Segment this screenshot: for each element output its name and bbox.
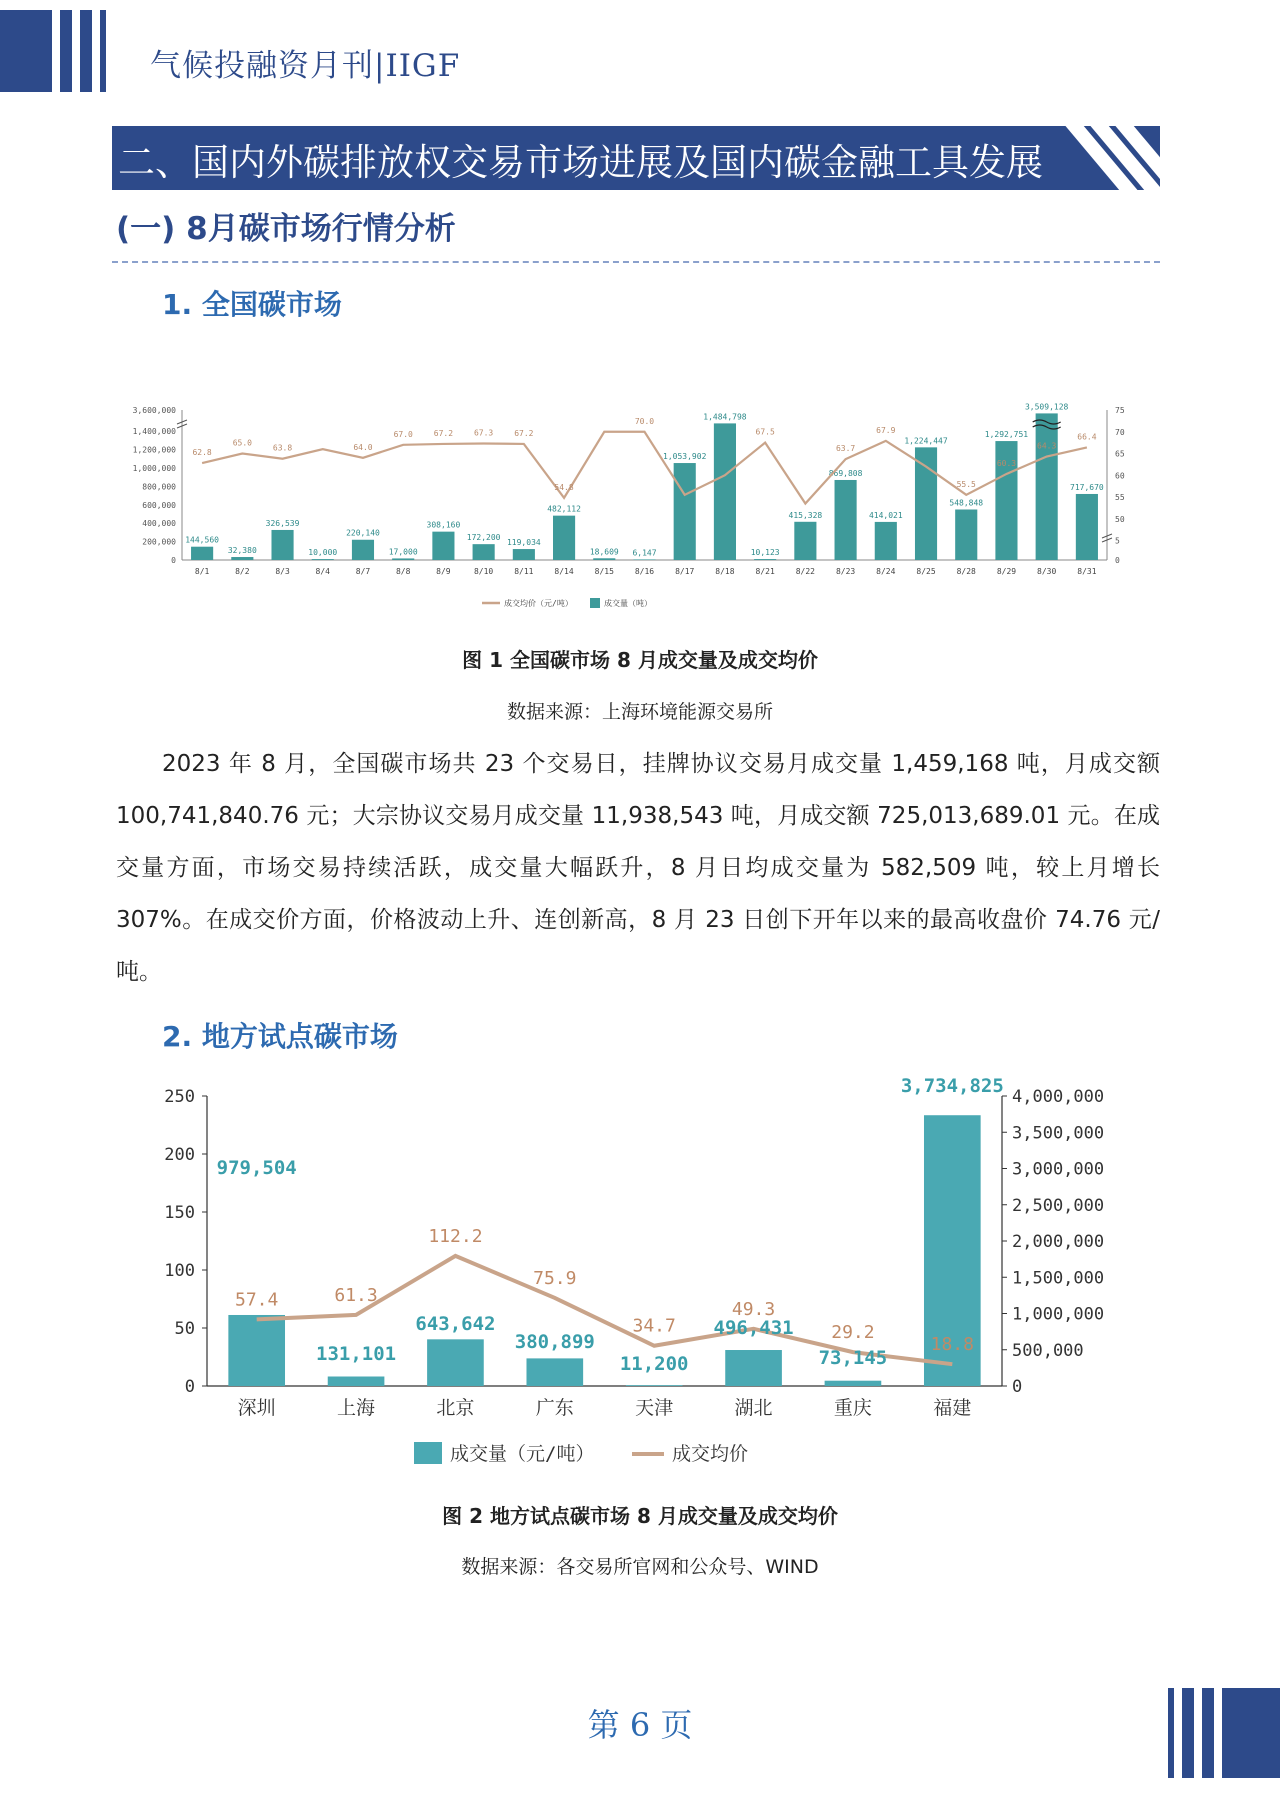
y-right-tick-label: 50 [1115,514,1125,524]
bar [432,532,454,560]
bar-value-label: 869,808 [828,468,863,478]
x-tick-label: 8/4 [315,567,330,576]
x-tick-label: 8/1 [194,567,210,576]
bar-value-label: 32,380 [227,546,257,556]
x-tick-label: 重庆 [833,1397,872,1419]
line-value-label: 67.9 [876,425,896,435]
line-value-label: 67.2 [433,428,454,438]
y-left-tick-label: 1,400,000 [132,427,176,437]
bar [794,522,816,560]
bar [593,558,615,560]
y-left-tick-label: 150 [164,1203,195,1223]
x-tick-label: 8/7 [355,567,371,576]
bar-value-label: 1,053,902 [663,452,707,462]
bar-value-label: 172,200 [466,533,501,543]
bar [231,557,253,560]
y-left-tick-label: 200 [164,1145,195,1165]
bar [228,1315,285,1386]
bar [392,558,414,560]
section-title: 二、国内外碳排放权交易市场进展及国内碳金融工具发展 [118,141,1043,184]
line-value-label: 112.2 [428,1225,483,1247]
bar-value-label: 73,145 [818,1347,888,1369]
dashed-divider [112,261,1160,263]
bar [1036,413,1058,560]
y-right-tick-label: 65 [1115,449,1125,459]
bar-value-label: 220,140 [346,528,380,538]
x-tick-label: 8/2 [235,567,250,576]
y-right-tick-label: 5 [1115,536,1120,546]
bar [1076,494,1098,560]
bar [427,1339,484,1386]
bar [526,1358,583,1386]
y-right-tick-label: 2,500,000 [1012,1195,1105,1216]
y-right-tick-label: 0 [1012,1377,1023,1397]
x-tick-label: 8/10 [473,567,494,576]
y-left-tick-label: 100 [164,1261,195,1281]
y-left-tick-label: 50 [174,1319,195,1339]
bar-value-label: 18,609 [589,547,619,557]
y-left-tick-label: 600,000 [142,500,176,510]
x-tick-label: 8/24 [876,567,896,576]
y-left-tick-label: 200,000 [142,537,176,547]
bar-value-label: 979,504 [216,1157,297,1179]
bar-value-label: 119,034 [506,538,541,548]
subsection-title: (一) 8月碳市场行情分析 [116,211,456,247]
y-left-tick-label: 3,600,000 [132,406,176,415]
x-tick-label: 8/22 [795,567,816,576]
line-value-label: 55.5 [956,479,976,489]
bar [754,559,776,560]
bar-value-label: 1,292,751 [984,430,1029,440]
bar-value-label: 1,224,447 [904,436,948,446]
bar [915,447,937,560]
x-tick-label: 福建 [933,1397,972,1419]
x-tick-label: 广东 [535,1397,574,1419]
line-value-label: 49.3 [731,1298,776,1320]
bar [553,516,575,560]
y-right-tick-label: 500,000 [1012,1340,1084,1361]
x-tick-label: 8/18 [715,567,735,576]
figure-1-source: 数据来源：上海环境能源交易所 [506,701,773,723]
page-number: 第 6 页 [587,1706,693,1744]
y-left-tick-label: 1,000,000 [132,464,176,473]
y-right-tick-label: 55 [1115,493,1125,502]
x-tick-label: 8/3 [275,567,290,576]
x-tick-label: 8/17 [675,567,695,576]
y-right-tick-label: 2,000,000 [1012,1232,1105,1252]
section-banner [112,126,1160,190]
y-left-tick-label: 0 [171,556,176,565]
y-right-tick-label: 60 [1115,471,1125,481]
line-value-label: 34.7 [632,1315,676,1337]
line-value-label: 75.9 [533,1267,577,1289]
body-paragraph [116,738,1160,998]
x-tick-label: 深圳 [237,1397,276,1419]
bar-value-label: 3,734,825 [900,1075,1004,1097]
line-value-label: 63.8 [272,443,293,453]
bar-value-label: 496,431 [713,1317,794,1339]
x-tick-label: 8/9 [436,567,451,576]
bar-value-label: 6,147 [632,548,657,558]
line-value-label: 18.8 [930,1334,974,1356]
bar [875,522,897,560]
y-left-tick-label: 0 [184,1377,195,1397]
x-tick-label: 8/28 [956,567,976,576]
y-right-tick-label: 75 [1115,406,1125,415]
legend-label-price: 成交均价 [672,1443,749,1465]
bar-value-label: 717,670 [1070,482,1104,492]
bar-value-label: 3,509,128 [1024,402,1069,412]
bar [955,510,977,560]
bar [674,463,696,560]
bar-value-label: 131,101 [316,1343,397,1365]
y-right-tick-label: 0 [1115,556,1120,565]
bar-value-label: 10,000 [308,548,338,558]
bar [271,530,293,560]
line-value-label: 54.8 [554,482,574,492]
bar [328,1376,385,1386]
bar-value-label: 17,000 [388,547,418,557]
bar-value-label: 308,160 [426,520,461,530]
x-tick-label: 8/30 [1037,567,1057,576]
bar-value-label: 11,200 [619,1353,689,1375]
chart-national-market [112,390,1162,620]
bar [633,559,655,560]
y-left-tick-label: 400,000 [142,519,176,529]
line-value-label: 67.5 [755,427,775,437]
bar-value-label: 10,123 [750,548,780,558]
line-value-label: 64.0 [353,442,373,452]
line-value-label: 61.3 [334,1284,378,1306]
bar-value-label: 643,642 [415,1313,496,1335]
bar [312,559,334,560]
y-left-tick-label: 250 [164,1087,195,1107]
bar-value-label: 414,021 [868,510,903,520]
bar [825,1381,882,1386]
footer-logo-bars [1168,1688,1280,1778]
x-tick-label: 8/8 [395,567,411,576]
bar [352,540,374,560]
figure-2-caption: 图 2 地方试点碳市场 8 月成交量及成交均价 [442,1504,838,1528]
figure-2-source: 数据来源：各交易所官网和公众号、WIND [461,1556,819,1578]
bar [725,1350,782,1386]
x-tick-label: 8/14 [554,567,574,576]
line-value-label: 67.3 [473,428,494,438]
legend-label-volume: 成交量（元/吨） [450,1443,595,1465]
x-tick-label: 湖北 [734,1397,773,1419]
bar [835,480,857,560]
x-tick-label: 8/11 [514,567,534,576]
line-value-label: 65.0 [232,438,252,448]
y-right-tick-label: 4,000,000 [1012,1087,1105,1107]
x-tick-label: 8/29 [996,567,1017,576]
bar [714,423,736,560]
x-tick-label: 8/21 [755,567,775,576]
line-value-label: 62.8 [192,448,212,458]
y-left-tick-label: 1,200,000 [132,445,176,455]
bar-value-label: 326,539 [265,518,300,528]
bar-value-label: 380,899 [514,1331,595,1353]
x-tick-label: 8/25 [916,567,936,576]
bar [513,549,535,560]
legend-swatch-volume [414,1442,442,1464]
bar-value-label: 1,484,798 [703,412,747,422]
x-tick-label: 8/23 [835,567,856,576]
line-value-label: 57.4 [235,1289,279,1311]
heading-pilot-market: 2. 地方试点碳市场 [162,1020,398,1053]
bar [191,547,213,560]
x-tick-label: 8/15 [594,567,614,576]
y-left-tick-label: 800,000 [142,482,176,492]
line-value-label: 67.2 [514,428,534,438]
y-right-tick-label: 3,000,000 [1012,1159,1105,1180]
x-tick-label: 北京 [436,1397,475,1419]
line-value-label: 29.2 [831,1322,875,1344]
x-tick-label: 上海 [337,1397,376,1419]
line-value-label: 67.0 [393,429,413,439]
bar-value-label: 548,848 [949,498,984,508]
bar-value-label: 482,112 [547,504,581,514]
x-tick-label: 8/16 [634,567,655,576]
bar [473,544,495,560]
heading-national-market: 1. 全国碳市场 [162,288,342,321]
y-right-tick-label: 70 [1115,427,1125,437]
line-value-label: 70.0 [634,416,655,426]
line-value-label: 64.3 [1037,441,1057,451]
journal-title: 气候投融资月刊|IIGF [150,48,461,84]
y-right-tick-label: 1,000,000 [1012,1304,1105,1325]
header-logo-bars [0,10,120,92]
figure-1-caption: 图 1 全国碳市场 8 月成交量及成交均价 [462,648,818,672]
legend-label-price: 成交均价（元/吨） [504,599,573,608]
line-value-label: 66.4 [1077,432,1097,442]
bar-value-label: 144,560 [185,535,219,545]
line-value-label: 63.7 [835,444,856,454]
bar [626,1385,683,1386]
chart-pilot-market [112,1070,1162,1480]
x-tick-label: 8/31 [1077,567,1097,576]
line-value-label: 60.3 [996,458,1017,468]
y-right-tick-label: 1,500,000 [1012,1268,1105,1289]
legend-label-volume: 成交量（吨） [604,599,652,608]
y-right-tick-label: 3,500,000 [1012,1123,1105,1144]
body-paragraph-text: 2023 年 8 月，全国碳市场共 23 个交易日，挂牌协议交易月成交量 1,459,168 吨，月成交额 100,741,840.76 元；大宗协议交易月成交量 11,938,543 吨，月成交额 725,013,689.01 元。在成交量方面，市场交易持续活跃，成交量大幅跃升，8 月日均成交量为 582,509 吨，较上月增长 307%。在成交价方面，价格波动上升、连创新高，8 月 23 日创下开年以来的最高收盘价 74.76 元/吨。 [116,751,1160,985]
bar-value-label: 415,328 [788,510,823,520]
legend-swatch-volume [590,598,600,608]
x-tick-label: 天津 [635,1397,674,1419]
